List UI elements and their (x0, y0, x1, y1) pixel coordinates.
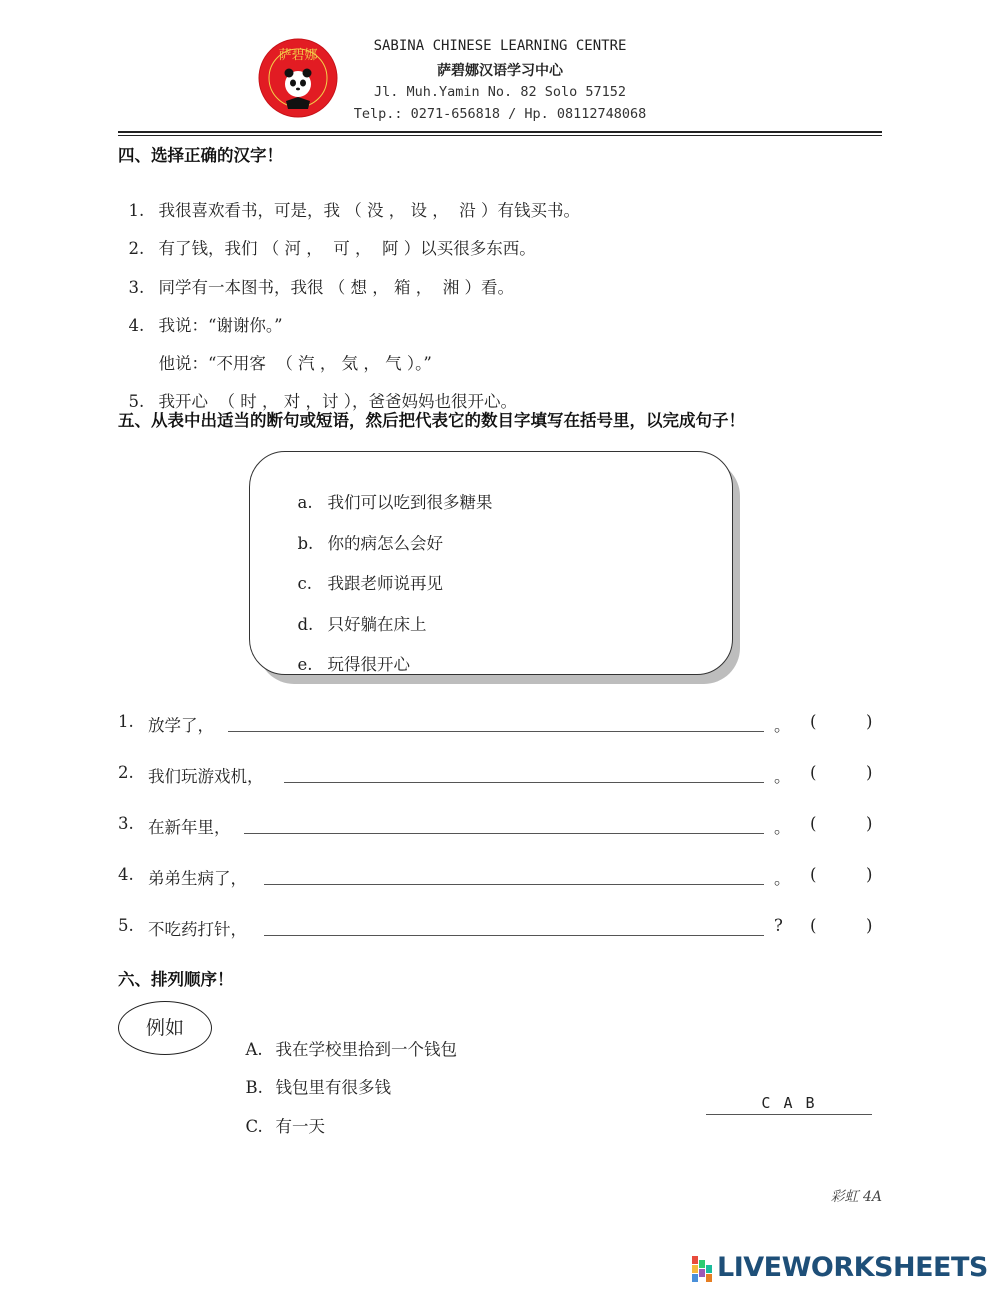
sentence-number: 3. (118, 814, 134, 833)
sentence-end: 。 (774, 818, 791, 837)
sentence-start: 弟弟生病了， (148, 869, 247, 888)
question-text: 同学有一本图书，我很 （ 想 ， 箱 ， 湘 ）看。 (158, 278, 514, 297)
order-item (235, 1055, 391, 1098)
section6-title: 六、排列顺序！ (118, 970, 234, 989)
sentence-end: ? (774, 916, 783, 935)
answer-line[interactable] (244, 833, 764, 834)
question-text: 有了钱，我们 （ 河 ， 可 ， 阿 ）以买很多东西。 (158, 239, 536, 258)
answer-bracket-input[interactable] (823, 865, 863, 889)
section4-question (118, 369, 517, 412)
org-address: Jl. Muh.Yamin No. 82 Solo 57152 (374, 84, 626, 100)
option-text: 我们可以吃到很多糖果 (327, 493, 493, 512)
order-item (235, 1094, 325, 1137)
option-letter: e. (297, 655, 313, 674)
org-phone: Telp.: 0271-656818 / Hp. 08112748068 (353, 106, 647, 122)
bracket-close: ) (866, 712, 873, 731)
sentence-end: 。 (774, 716, 791, 735)
option-text: 我跟老师说再见 (327, 574, 443, 593)
section4-question (118, 178, 580, 221)
option-letter: a. (297, 493, 313, 512)
question-text: 我说：“谢谢你。” (158, 316, 283, 335)
fill-sentence (118, 916, 878, 940)
order-letter: B. (245, 1078, 263, 1097)
order-text: 我在学校里拾到一个钱包 (275, 1040, 457, 1059)
sentence-number: 2. (118, 763, 134, 782)
fill-sentence (118, 865, 878, 889)
option-item (287, 470, 493, 513)
book-label: 彩虹 4A (830, 1189, 882, 1205)
sentence-end: 。 (774, 869, 791, 888)
answer-bracket-input[interactable] (823, 916, 863, 940)
bracket-open: ( (810, 814, 817, 833)
order-item (235, 1017, 457, 1060)
sentence-number: 4. (118, 865, 134, 884)
option-item (287, 592, 427, 635)
option-letter: c. (297, 574, 312, 593)
bracket-open: ( (810, 763, 817, 782)
liveworksheets-icon (692, 1256, 714, 1284)
option-letter: d. (297, 615, 314, 634)
option-text: 只好躺在床上 (327, 615, 427, 634)
section4-question (118, 331, 432, 374)
header-rule-thin (118, 135, 882, 136)
answer-bracket-input[interactable] (823, 814, 863, 838)
section4-question (118, 293, 283, 336)
order-text: 钱包里有很多钱 (275, 1078, 391, 1097)
example-answer: C A B (706, 1094, 872, 1115)
bracket-close: ) (866, 814, 873, 833)
question-number: 5. (128, 392, 145, 411)
question-number: 4. (128, 316, 145, 335)
option-item (287, 511, 443, 554)
sentence-start: 放学了， (148, 716, 214, 735)
question-text: 我开心 （ 时 ， 对 ，讨 ），爸爸妈妈也很开心。 (158, 392, 517, 411)
sentence-number: 1. (118, 712, 134, 731)
answer-line[interactable] (228, 731, 764, 732)
order-text: 有一天 (275, 1117, 325, 1136)
answer-line[interactable] (264, 935, 764, 936)
fill-sentence (118, 712, 878, 736)
section5-title: 五、从表中出适当的断句或短语，然后把代表它的数目字填写在括号里，以完成句子！ (118, 411, 745, 430)
answer-line[interactable] (284, 782, 764, 783)
option-letter: b. (297, 534, 314, 553)
section4-question (118, 216, 536, 259)
section4-title: 四、选择正确的汉字！ (118, 146, 283, 165)
bracket-close: ) (866, 865, 873, 884)
bracket-close: ) (866, 916, 873, 935)
question-text: 他说：“不用客 （ 汽 ， 気 ， 气 ）。” (158, 354, 432, 373)
order-letter: A. (245, 1040, 263, 1059)
option-item (287, 551, 443, 594)
order-letter: C. (245, 1117, 263, 1136)
sentence-number: 5. (118, 916, 134, 935)
sentence-end: 。 (774, 767, 791, 786)
org-name-en: SABINA CHINESE LEARNING CENTRE (373, 38, 627, 54)
sentence-start: 我们玩游戏机， (148, 767, 264, 786)
bracket-close: ) (866, 763, 873, 782)
fill-sentence (118, 814, 878, 838)
org-name-cn: 萨碧娜汉语学习中心 (437, 63, 563, 79)
question-number: 2. (128, 239, 145, 258)
header-rule-thick (118, 131, 882, 133)
answer-bracket-input[interactable] (823, 763, 863, 787)
option-item (287, 632, 410, 675)
bracket-open: ( (810, 865, 817, 884)
logo-text: 萨碧娜 (278, 48, 318, 63)
answer-bracket-input[interactable] (823, 712, 863, 736)
fill-sentence (118, 763, 878, 787)
option-text: 你的病怎么会好 (327, 534, 443, 553)
sentence-start: 在新年里， (148, 818, 231, 837)
question-text: 我很喜欢看书，可是，我 （ 没 ， 设 ， 沿 ）有钱买书。 (158, 201, 580, 220)
option-text: 玩得很开心 (327, 655, 410, 674)
liveworksheets-logo-text: LIVEWORKSHEETS (717, 1252, 988, 1283)
answer-line[interactable] (264, 884, 764, 885)
sentence-start: 不吃药打针， (148, 920, 247, 939)
bracket-open: ( (810, 916, 817, 935)
example-label: 例如 (145, 1017, 184, 1039)
question-number: 1. (128, 201, 145, 220)
question-number: 3. (128, 278, 145, 297)
section4-question (118, 255, 514, 298)
bracket-open: ( (810, 712, 817, 731)
